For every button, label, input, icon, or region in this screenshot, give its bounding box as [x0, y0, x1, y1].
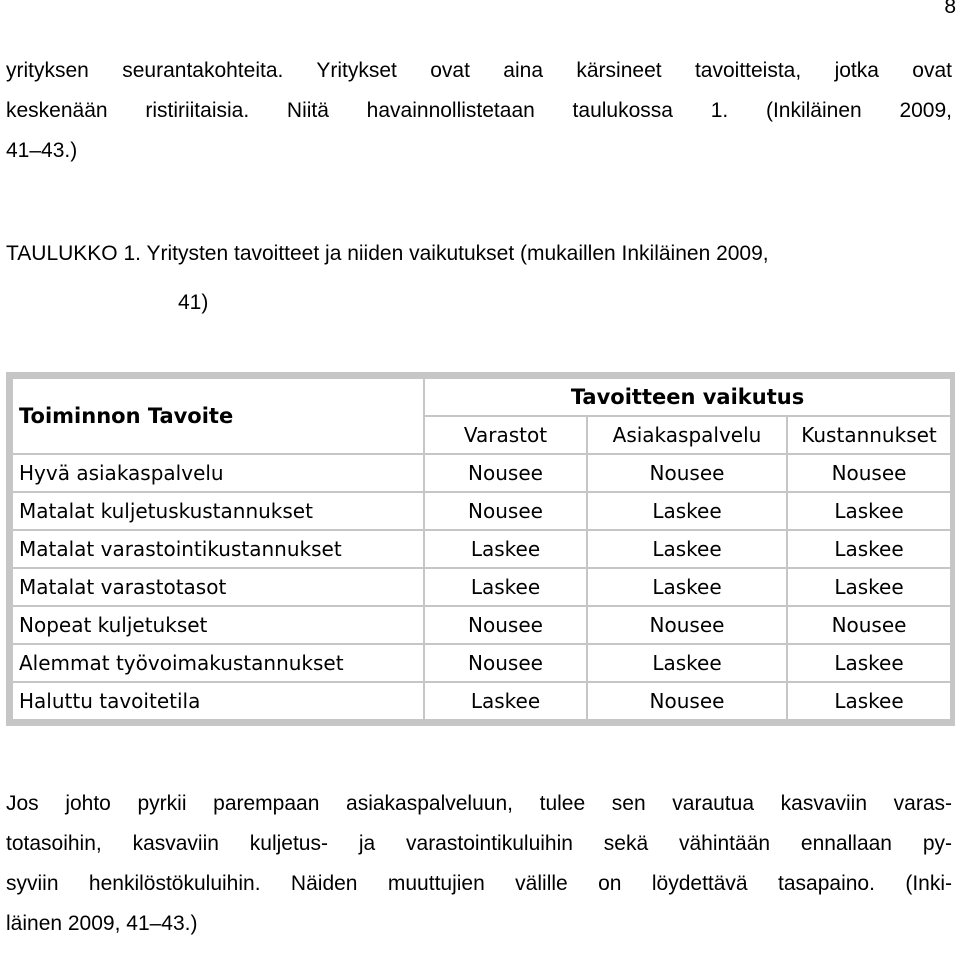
- table-row: [12, 606, 951, 644]
- body-line: totasoihin, kasvaviin kuljetus- ja varastointikuluihin sekä vähintään ennallaan py-: [6, 832, 952, 855]
- table-row: [12, 454, 951, 492]
- table-caption: [6, 234, 952, 323]
- table-row: [12, 530, 951, 568]
- effect-cell: Laskee: [424, 568, 587, 606]
- intro-line: yrityksen seurantakohteita. Yritykset ovat aina kärsineet tavoitteista, jotka ovat: [6, 59, 952, 82]
- body-paragraph: [6, 784, 952, 944]
- effect-cell: Nousee: [587, 606, 787, 644]
- caption-text: Yritysten tavoitteet ja niiden vaikutukset (mukaillen Inkiläinen 2009,: [146, 242, 769, 265]
- caption-label: TAULUKKO 1.: [6, 242, 141, 265]
- column-header: Asiakaspalvelu: [587, 416, 787, 454]
- effect-cell: Laskee: [424, 530, 587, 568]
- effect-cell: Nousee: [587, 682, 787, 720]
- effect-cell: Laskee: [787, 492, 951, 530]
- intro-paragraph: [6, 51, 952, 171]
- effect-cell: Nousee: [787, 606, 951, 644]
- intro-line: 41–43.): [6, 139, 78, 162]
- effect-cell: Nousee: [424, 606, 587, 644]
- effect-cell: Nousee: [424, 454, 587, 492]
- body-line: läinen 2009, 41–43.): [6, 912, 198, 935]
- table-row: [12, 644, 951, 682]
- goal-cell: Alemmat työvoimakustannukset: [12, 644, 424, 682]
- goals-table-image: [6, 372, 955, 726]
- effect-cell: Nousee: [424, 644, 587, 682]
- effect-cell: Laskee: [787, 644, 951, 682]
- effect-cell: Laskee: [787, 568, 951, 606]
- goal-cell: Nopeat kuljetukset: [12, 606, 424, 644]
- goals-table: [11, 377, 952, 721]
- effect-cell: Laskee: [587, 644, 787, 682]
- caption-continuation: 41): [178, 291, 209, 314]
- goal-cell: Matalat varastotasot: [12, 568, 424, 606]
- goal-cell: Hyvä asiakaspalvelu: [12, 454, 424, 492]
- effect-cell: Laskee: [587, 530, 787, 568]
- effect-cell: Nousee: [587, 454, 787, 492]
- effect-cell: Laskee: [587, 492, 787, 530]
- table-row: [12, 568, 951, 606]
- goal-cell: Matalat varastointikustannukset: [12, 530, 424, 568]
- intro-line: keskenään ristiriitaisia. Niitä havainnollistetaan taulukossa 1. (Inkiläinen 2009,: [6, 99, 952, 122]
- effect-cell: Laskee: [787, 530, 951, 568]
- goal-cell: Haluttu tavoitetila: [12, 682, 424, 720]
- table-row: [12, 682, 951, 720]
- table-row: [12, 492, 951, 530]
- effect-header: Tavoitteen vaikutus: [424, 378, 951, 416]
- page-number: 8: [944, 0, 956, 18]
- effect-cell: Laskee: [587, 568, 787, 606]
- effect-cell: Laskee: [424, 682, 587, 720]
- goal-cell: Matalat kuljetuskustannukset: [12, 492, 424, 530]
- effect-cell: Laskee: [787, 682, 951, 720]
- goal-header: Toiminnon Tavoite: [12, 378, 424, 454]
- effect-cell: Nousee: [424, 492, 587, 530]
- body-line: syviin henkilöstökuluihin. Näiden muuttujien välille on löydettävä tasapaino. (Inki-: [6, 872, 952, 895]
- column-header: Kustannukset: [787, 416, 951, 454]
- effect-cell: Nousee: [787, 454, 951, 492]
- column-header: Varastot: [424, 416, 587, 454]
- body-line: Jos johto pyrkii parempaan asiakaspalveluun, tulee sen varautua kasvaviin varas-: [6, 792, 952, 815]
